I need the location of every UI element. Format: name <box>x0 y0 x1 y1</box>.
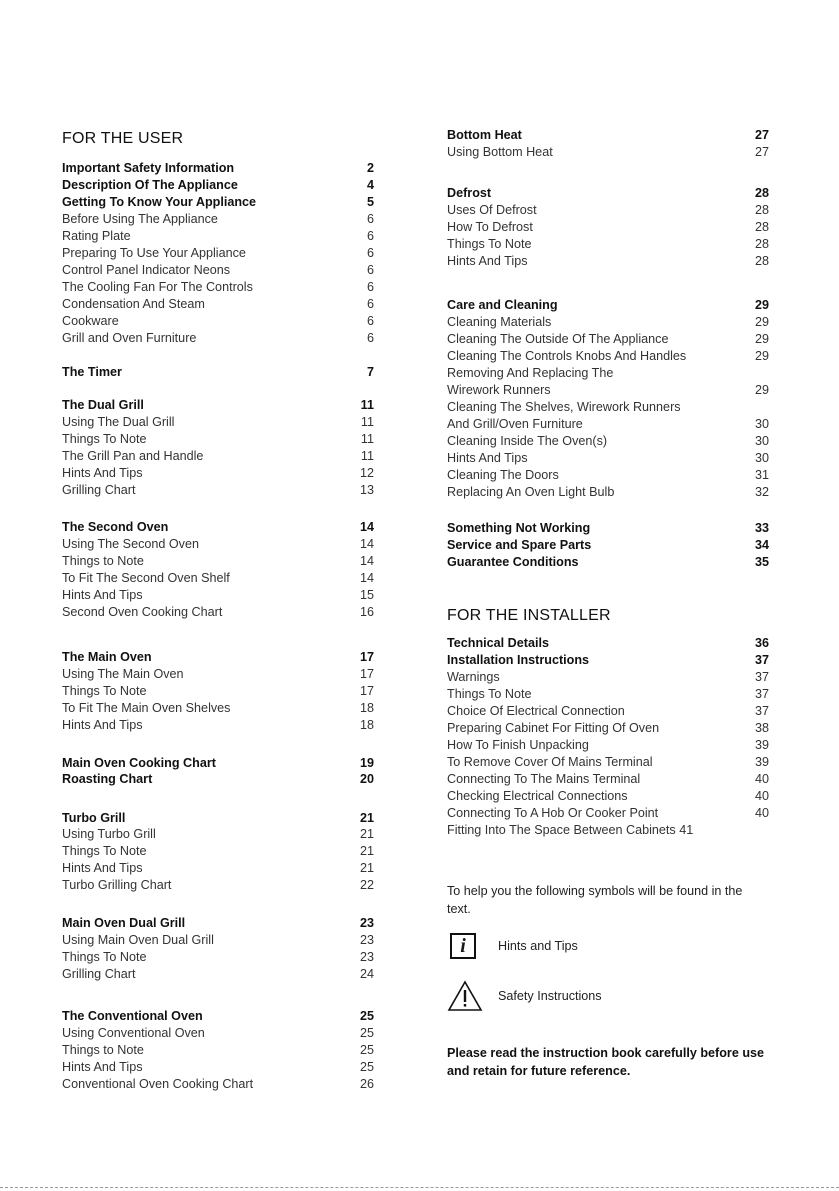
toc-entry-title: Condensation And Steam <box>62 297 205 311</box>
toc-entry-title: The Second Oven <box>62 520 169 534</box>
toc-entry <box>447 219 769 236</box>
toc-entry-page: 32 <box>754 485 769 499</box>
toc-entry <box>447 450 769 467</box>
toc-entry <box>447 754 769 771</box>
section-heading-installer: FOR THE INSTALLER <box>447 607 611 624</box>
toc-entry-title: Fitting Into The Space Between Cabinets 41 <box>447 823 694 837</box>
toc-entry-page: 25 <box>359 1060 374 1074</box>
toc-entry-page: 4 <box>366 178 374 192</box>
toc-entry <box>62 397 374 414</box>
toc-entry <box>447 365 769 382</box>
toc-entry <box>447 202 769 219</box>
toc-entry-title: Cleaning Inside The Oven(s) <box>447 434 608 448</box>
toc-entry-title: Wirework Runners <box>447 383 551 397</box>
toc-entry <box>62 330 374 347</box>
toc-entry-page: 40 <box>754 772 769 786</box>
toc-entry-page: 22 <box>359 878 374 892</box>
toc-entry <box>62 519 374 536</box>
toc-entry <box>62 228 374 245</box>
toc-entry-page: 40 <box>754 806 769 820</box>
toc-entry <box>62 1042 374 1059</box>
toc-entry-title: Conventional Oven Cooking Chart <box>62 1077 254 1091</box>
toc-entry-title: Guarantee Conditions <box>447 555 579 569</box>
toc-entry-title: Cleaning The Controls Knobs And Handles <box>447 349 687 363</box>
toc-entry-page: 5 <box>366 195 374 209</box>
toc-entry-page: 25 <box>359 1009 374 1023</box>
toc-entry-page: 6 <box>366 212 374 226</box>
toc-entry-title: Cookware <box>62 314 119 328</box>
toc-entry-page: 21 <box>359 827 374 841</box>
toc-entry-title: Bottom Heat <box>447 128 522 142</box>
toc-entry-page: 37 <box>754 653 769 667</box>
toc-entry-page: 13 <box>359 483 374 497</box>
toc-entry <box>447 127 769 144</box>
toc-entry-title: Second Oven Cooking Chart <box>62 605 223 619</box>
toc-entry <box>62 1059 374 1076</box>
toc-entry-title: Technical Details <box>447 636 549 650</box>
toc-entry <box>62 700 374 717</box>
toc-entry-page: 6 <box>366 263 374 277</box>
toc-entry-title: And Grill/Oven Furniture <box>447 417 583 431</box>
toc-entry <box>447 314 769 331</box>
toc-entry-title: To Remove Cover Of Mains Terminal <box>447 755 653 769</box>
toc-entry-title: Control Panel Indicator Neons <box>62 263 231 277</box>
toc-entry-title: Hints And Tips <box>447 254 528 268</box>
toc-entry-title: Hints And Tips <box>62 861 143 875</box>
toc-entry-page: 29 <box>754 298 769 312</box>
toc-entry-page: 21 <box>359 811 374 825</box>
toc-entry-title: Using Main Oven Dual Grill <box>62 933 214 947</box>
toc-entry-page: 18 <box>359 718 374 732</box>
toc-entry <box>62 666 374 683</box>
toc-entry-title: Using Turbo Grill <box>62 827 156 841</box>
toc-entry <box>62 296 374 313</box>
toc-entry-page: 37 <box>754 687 769 701</box>
toc-entry <box>447 236 769 253</box>
warning-triangle-icon <box>447 980 483 1012</box>
toc-entry-page: 14 <box>359 554 374 568</box>
toc-entry-title: Using Bottom Heat <box>447 145 553 159</box>
toc-entry-title: Connecting To The Mains Terminal <box>447 772 641 786</box>
toc-entry-title: Roasting Chart <box>62 772 153 786</box>
toc-entry-page: 37 <box>754 704 769 718</box>
toc-entry-title: Cleaning Materials <box>447 315 552 329</box>
toc-entry-title: Service and Spare Parts <box>447 538 592 552</box>
toc-entry-title: Warnings <box>447 670 500 684</box>
toc-entry <box>62 160 374 177</box>
toc-entry <box>62 771 374 788</box>
toc-entry-title: Things To Note <box>447 687 532 701</box>
toc-entry-page: 34 <box>754 538 769 552</box>
toc-entry-title: Grilling Chart <box>62 967 136 981</box>
toc-entry-title: Preparing Cabinet For Fitting Of Oven <box>447 721 660 735</box>
toc-entry-page: 12 <box>359 466 374 480</box>
page-bottom-rule <box>0 1187 839 1188</box>
toc-entry-page: 28 <box>754 203 769 217</box>
toc-entry-page: 35 <box>754 555 769 569</box>
toc-entry <box>447 484 769 501</box>
toc-entry-title: Hints And Tips <box>62 466 143 480</box>
toc-entry-page: 2 <box>366 161 374 175</box>
toc-entry <box>62 570 374 587</box>
closing-note: Please read the instruction book carefully before use and retain for future reference. <box>447 1046 765 1078</box>
toc-entry <box>62 194 374 211</box>
toc-entry-title: Connecting To A Hob Or Cooker Point <box>447 806 659 820</box>
toc-entry-title: Getting To Know Your Appliance <box>62 195 257 209</box>
toc-entry-page: 39 <box>754 755 769 769</box>
symbols-intro-text: To help you the following symbols will be found in the text. <box>447 884 743 916</box>
toc-entry <box>62 877 374 894</box>
toc-entry <box>62 262 374 279</box>
toc-entry <box>62 431 374 448</box>
toc-entry-page: 25 <box>359 1043 374 1057</box>
toc-entry <box>62 448 374 465</box>
toc-entry <box>447 652 769 669</box>
toc-entry-title: How To Finish Unpacking <box>447 738 589 752</box>
toc-entry-title: Turbo Grilling Chart <box>62 878 172 892</box>
toc-entry-title: How To Defrost <box>447 220 533 234</box>
toc-entry-page: 26 <box>359 1077 374 1091</box>
toc-entry-title: Description Of The Appliance <box>62 178 238 192</box>
toc-entry <box>447 703 769 720</box>
toc-entry <box>62 1076 374 1093</box>
toc-entry-title: Things to Note <box>62 554 144 568</box>
toc-entry-title: Hints And Tips <box>62 588 143 602</box>
toc-entry-title: Using The Dual Grill <box>62 415 175 429</box>
toc-entry-page: 28 <box>754 186 769 200</box>
toc-entry-page: 14 <box>359 571 374 585</box>
toc-entry-page: 18 <box>359 701 374 715</box>
toc-entry-title: Using The Second Oven <box>62 537 199 551</box>
toc-entry-title: Things To Note <box>62 844 147 858</box>
toc-entry-title: Using Conventional Oven <box>62 1026 205 1040</box>
toc-entry-title: Grill and Oven Furniture <box>62 331 197 345</box>
toc-entry-page: 31 <box>754 468 769 482</box>
toc-entry <box>62 279 374 296</box>
toc-entry-title: Choice Of Electrical Connection <box>447 704 625 718</box>
toc-entry <box>62 915 374 932</box>
toc-entry <box>447 185 769 202</box>
toc-entry-title: Before Using The Appliance <box>62 212 218 226</box>
hints-symbol-label: Hints and Tips <box>498 939 578 953</box>
toc-entry-page: 21 <box>359 844 374 858</box>
toc-entry-page: 29 <box>754 383 769 397</box>
toc-entry-title: Checking Electrical Connections <box>447 789 628 803</box>
toc-entry-title: Important Safety Information <box>62 161 235 175</box>
toc-entry-page: 24 <box>359 967 374 981</box>
toc-entry <box>447 520 769 537</box>
hints-symbol-row <box>447 930 476 962</box>
toc-entry <box>447 720 769 737</box>
toc-entry-title: Turbo Grill <box>62 811 126 825</box>
toc-entry-page: 27 <box>754 145 769 159</box>
toc-entry-page: 37 <box>754 670 769 684</box>
toc-entry <box>447 788 769 805</box>
toc-entry-page: 28 <box>754 220 769 234</box>
toc-entry <box>447 467 769 484</box>
toc-entry-page: 11 <box>360 398 374 412</box>
toc-entry <box>447 348 769 365</box>
toc-entry-page: 30 <box>754 417 769 431</box>
toc-entry <box>62 843 374 860</box>
toc-entry <box>447 669 769 686</box>
toc-entry-page: 11 <box>360 449 374 463</box>
toc-entry-page: 25 <box>359 1026 374 1040</box>
toc-entry-page: 39 <box>754 738 769 752</box>
toc-entry-title: Using The Main Oven <box>62 667 184 681</box>
toc-entry-title: To Fit The Second Oven Shelf <box>62 571 230 585</box>
toc-entry <box>447 331 769 348</box>
toc-entry <box>62 860 374 877</box>
toc-entry <box>62 717 374 734</box>
toc-entry-title: Main Oven Cooking Chart <box>62 756 216 770</box>
toc-entry-page: 6 <box>366 280 374 294</box>
toc-entry-title: Main Oven Dual Grill <box>62 916 186 930</box>
toc-entry-title: Preparing To Use Your Appliance <box>62 246 246 260</box>
toc-entry-page: 29 <box>754 332 769 346</box>
toc-entry-page: 29 <box>754 315 769 329</box>
toc-entry-title: Care and Cleaning <box>447 298 558 312</box>
toc-entry <box>447 822 769 839</box>
toc-entry <box>62 364 374 381</box>
toc-entry-title: Hints And Tips <box>447 451 528 465</box>
toc-entry <box>447 771 769 788</box>
toc-entry <box>447 554 769 571</box>
toc-entry <box>62 482 374 499</box>
section-heading-user: FOR THE USER <box>62 130 184 147</box>
toc-entry-page: 38 <box>754 721 769 735</box>
toc-entry <box>62 414 374 431</box>
toc-entry-title: Defrost <box>447 186 492 200</box>
toc-entry-title: Uses Of Defrost <box>447 203 537 217</box>
toc-entry-title: To Fit The Main Oven Shelves <box>62 701 231 715</box>
toc-entry-page: 17 <box>359 667 374 681</box>
toc-entry <box>62 810 374 827</box>
toc-entry-title: Something Not Working <box>447 521 591 535</box>
toc-entry-title: The Dual Grill <box>62 398 144 412</box>
toc-entry-title: The Timer <box>62 365 122 379</box>
toc-entry-page: 14 <box>359 520 374 534</box>
toc-entry-page: 6 <box>366 314 374 328</box>
safety-symbol-row <box>447 980 483 1012</box>
toc-entry-title: Hints And Tips <box>62 718 143 732</box>
toc-entry <box>447 399 769 416</box>
toc-entry <box>62 211 374 228</box>
toc-entry-title: Cleaning The Shelves, Wirework Runners <box>447 400 681 414</box>
toc-entry <box>447 686 769 703</box>
toc-entry-page: 6 <box>366 331 374 345</box>
toc-entry-page: 20 <box>359 772 374 786</box>
toc-entry-title: Installation Instructions <box>447 653 590 667</box>
toc-entry <box>62 536 374 553</box>
toc-entry-page: 15 <box>359 588 374 602</box>
toc-entry <box>447 297 769 314</box>
toc-entry <box>62 465 374 482</box>
toc-entry <box>62 755 374 772</box>
toc-entry-page: 23 <box>359 933 374 947</box>
toc-entry-page: 27 <box>754 128 769 142</box>
toc-entry-title: The Main Oven <box>62 650 152 664</box>
toc-entry <box>62 1008 374 1025</box>
toc-entry-title: Things To Note <box>62 684 147 698</box>
toc-entry <box>62 966 374 983</box>
toc-entry-title: Things To Note <box>447 237 532 251</box>
toc-entry <box>62 604 374 621</box>
toc-entry <box>62 949 374 966</box>
toc-entry <box>447 433 769 450</box>
toc-entry <box>447 737 769 754</box>
toc-entry-page: 6 <box>366 246 374 260</box>
toc-entry-page: 23 <box>359 950 374 964</box>
toc-entry-title: Things To Note <box>62 432 147 446</box>
toc-entry-title: Things To Note <box>62 950 147 964</box>
toc-entry <box>62 932 374 949</box>
toc-entry-page: 29 <box>754 349 769 363</box>
toc-entry-page: 16 <box>359 605 374 619</box>
toc-entry-page: 33 <box>754 521 769 535</box>
toc-entry-page: 11 <box>360 415 374 429</box>
toc-entry <box>62 313 374 330</box>
toc-entry <box>447 416 769 433</box>
toc-entry-page: 28 <box>754 254 769 268</box>
toc-entry-title: Replacing An Oven Light Bulb <box>447 485 615 499</box>
toc-entry <box>62 245 374 262</box>
toc-entry <box>62 1025 374 1042</box>
toc-entry <box>447 805 769 822</box>
toc-entry-page: 21 <box>359 861 374 875</box>
toc-entry-page: 6 <box>366 297 374 311</box>
toc-entry-page: 30 <box>754 434 769 448</box>
toc-entry-title: The Conventional Oven <box>62 1009 203 1023</box>
toc-entry <box>62 826 374 843</box>
toc-entry-page: 14 <box>359 537 374 551</box>
toc-entry-title: The Cooling Fan For The Controls <box>62 280 253 294</box>
toc-entry <box>62 649 374 666</box>
toc-entry-page: 36 <box>754 636 769 650</box>
toc-entry <box>62 553 374 570</box>
toc-entry <box>447 144 769 161</box>
toc-entry-title: The Grill Pan and Handle <box>62 449 204 463</box>
toc-entry-page: 7 <box>366 365 374 379</box>
toc-entry-page: 17 <box>359 650 374 664</box>
toc-entry <box>62 587 374 604</box>
toc-entry-title: Things to Note <box>62 1043 144 1057</box>
toc-entry <box>447 537 769 554</box>
toc-entry-title: Hints And Tips <box>62 1060 143 1074</box>
toc-entry-title: Cleaning The Doors <box>447 468 559 482</box>
toc-entry-page: 40 <box>754 789 769 803</box>
toc-entry-page: 23 <box>359 916 374 930</box>
toc-entry <box>447 253 769 270</box>
toc-entry-page: 11 <box>360 432 374 446</box>
toc-entry-page: 19 <box>359 756 374 770</box>
toc-entry-page: 17 <box>359 684 374 698</box>
toc-entry <box>62 177 374 194</box>
info-icon: i <box>450 933 476 959</box>
toc-entry-page: 28 <box>754 237 769 251</box>
toc-entry <box>62 683 374 700</box>
toc-entry-title: Removing And Replacing The <box>447 366 614 380</box>
toc-entry-page: 30 <box>754 451 769 465</box>
toc-entry-title: Rating Plate <box>62 229 131 243</box>
safety-symbol-label: Safety Instructions <box>498 989 602 1003</box>
toc-entry <box>447 635 769 652</box>
toc-entry <box>447 382 769 399</box>
toc-entry-page: 6 <box>366 229 374 243</box>
toc-entry-title: Grilling Chart <box>62 483 136 497</box>
toc-entry-title: Cleaning The Outside Of The Appliance <box>447 332 669 346</box>
